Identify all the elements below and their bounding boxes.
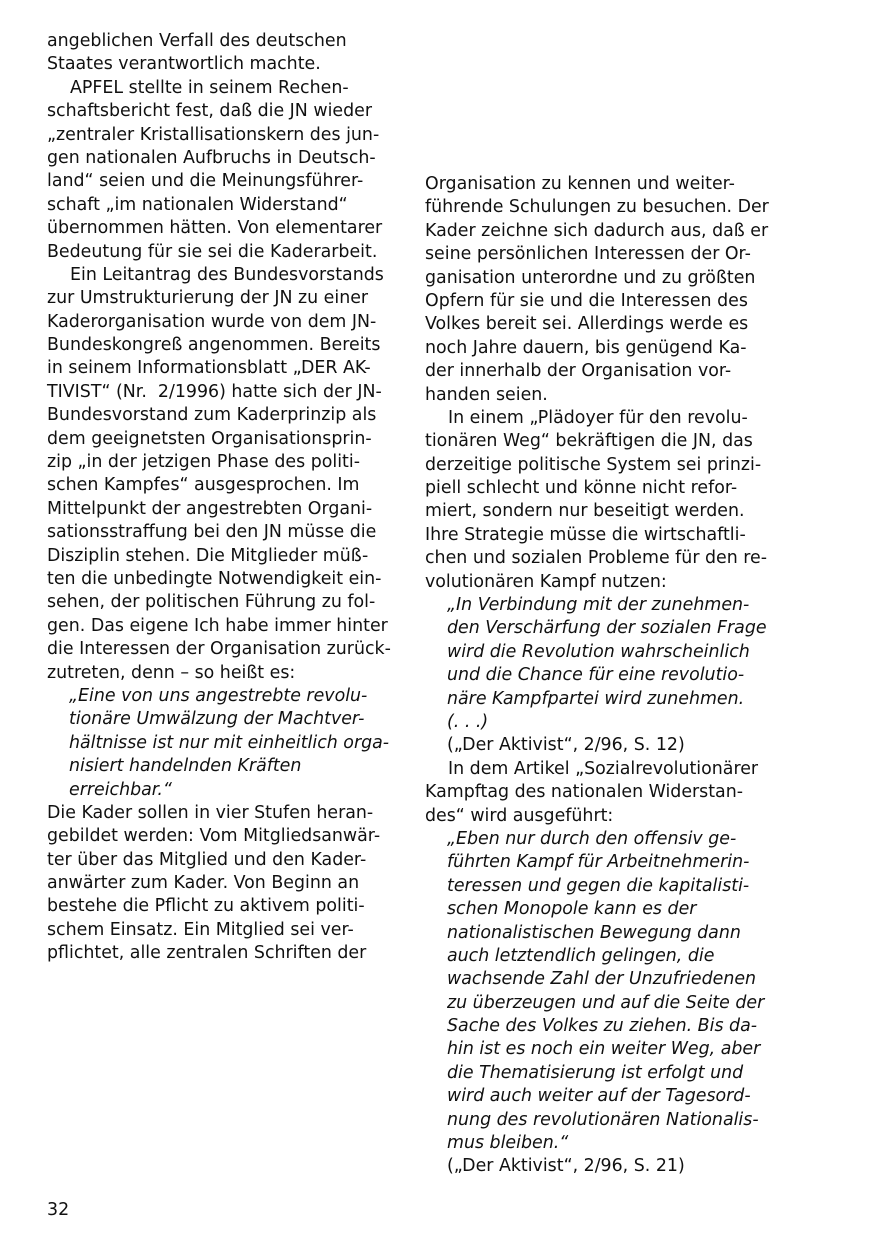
text-line: Bedeutung für sie sei die Kaderarbeit. [47, 241, 378, 262]
text-line: bestehe die Pflicht zu aktivem politi- [47, 896, 365, 917]
quote-source: („Der Aktivist“, 2/96, S. 21) [447, 1156, 685, 1177]
text-line: Kader zeichne sich dadurch aus, daß er [425, 220, 769, 241]
text-line: „zentraler Kristallisationskern des jun- [47, 124, 380, 145]
text-line: volutionären Kampf nutzen: [425, 571, 667, 592]
quote-line: wird die Revolution wahrscheinlich [447, 641, 750, 662]
text-line: land“ seien und die Meinungsführer- [47, 171, 364, 192]
text-line: Ihre Strategie müsse die wirtschaftli- [425, 524, 746, 545]
quote-line: Sache des Volkes zu ziehen. Bis da- [447, 1016, 757, 1037]
text-line: Organisation zu kennen und weiter- [425, 174, 735, 194]
quote-line: zu überzeugen und auf die Seite der [447, 992, 765, 1013]
text-line: zip „in der jetzigen Phase des politi- [47, 452, 360, 473]
text-line: führende Schulungen zu besuchen. Der [425, 197, 769, 218]
text-line: ganisation unterordne und zu größten [425, 267, 756, 288]
quote-line: tionäre Umwälzung der Machtver- [69, 709, 365, 730]
paragraph-first-line: APFEL stellte in seinem Rechen- [70, 77, 349, 98]
text-line: die Interessen der Organisation zurück- [47, 639, 391, 660]
quote-line: auch letztendlich gelingen, die [447, 945, 715, 966]
quote-line: den Verschärfung der sozialen Frage [447, 618, 767, 639]
right-text-column [425, 173, 775, 1179]
text-line: miert, sondern nur beseitigt werden. [425, 501, 745, 522]
text-line: gen nationalen Aufbruchs in Deutsch- [47, 147, 376, 168]
left-text-column [47, 30, 399, 966]
text-line: Bundesvorstand zum Kaderprinzip als [47, 405, 377, 426]
text-line: noch Jahre dauern, bis genügend Ka- [425, 337, 747, 358]
text-line: piell schlecht und könne nicht refor- [425, 478, 738, 499]
text-line: der innerhalb der Organisation vor- [425, 361, 732, 382]
quote-line: die Thematisierung ist erfolgt und [447, 1062, 744, 1083]
quote-line: nationalistischen Bewegung dann [447, 922, 741, 943]
text-line: derzeitige politische System sei prinzi- [425, 454, 762, 475]
text-line: seine persönlichen Interessen der Or- [425, 244, 751, 265]
text-line: zutreten, denn – so heißt es: [47, 662, 296, 683]
quote-line: hin ist es noch ein weiter Weg, aber [447, 1039, 761, 1060]
text-line: schaftsbericht fest, daß die JN wieder [47, 101, 372, 122]
text-line: anwärter zum Kader. Von Beginn an [47, 873, 360, 894]
quote-line: nung des revolutionären Nationalis- [447, 1109, 759, 1130]
paragraph-first-line: Ein Leitantrag des Bundesvorstands [70, 264, 384, 285]
text-line: schem Einsatz. Ein Mitglied sei ver- [47, 919, 354, 940]
paragraph-first-line: In dem Artikel „Sozialrevolutionärer [448, 758, 759, 779]
quote-line: erreichbar.“ [69, 779, 172, 800]
text-line: gebildet werden: Vom Mitgliedsanwär- [47, 826, 381, 847]
text-line: handen seien. [425, 384, 548, 405]
text-line: angeblichen Verfall des deutschen [47, 31, 347, 51]
text-line: sehen, der politischen Führung zu fol- [47, 592, 376, 613]
quote-line: führten Kampf für Arbeitnehmerin- [447, 852, 750, 873]
text-line: in seinem Informationsblatt „DER AK- [47, 358, 371, 379]
quote-line: teressen und gegen die kapitalisti- [447, 875, 750, 896]
quote-line: „Eine von uns angestrebte revolu- [69, 685, 368, 706]
text-line: gen. Das eigene Ich habe immer hinter [47, 615, 388, 636]
quote-line: schen Monopole kann es der [447, 899, 697, 920]
text-line: Mittelpunkt der angestrebten Organi- [47, 498, 373, 519]
quote-line: wird auch weiter auf der Tagesord- [447, 1086, 751, 1107]
quote-line: hältnisse ist nur mit einheitlich orga- [69, 732, 390, 753]
text-line: chen und sozialen Probleme für den re- [425, 548, 768, 569]
text-line: tionären Weg“ bekräftigen die JN, das [425, 431, 753, 452]
text-line: sationsstraffung bei den JN müsse die [47, 522, 377, 543]
text-line: übernommen hätten. Von elementarer [47, 218, 383, 239]
text-line: Disziplin stehen. Die Mitglieder müß- [47, 545, 369, 566]
text-line: Kaderorganisation wurde von dem JN- [47, 311, 377, 332]
quote-line: mus bleiben.“ [447, 1133, 569, 1154]
text-line: Volkes bereit sei. Allerdings werde es [425, 314, 749, 335]
quote-line: und die Chance für eine revolutio- [447, 665, 745, 686]
text-line: zur Umstrukturierung der JN zu einer [47, 288, 369, 309]
quote-line: „Eben nur durch den offensiv ge- [447, 828, 737, 849]
text-line: Kampftag des nationalen Widerstan- [425, 782, 744, 803]
text-line: Opfern für sie und die Interessen des [425, 290, 748, 311]
quote-line: wachsende Zahl der Unzufriedenen [447, 969, 757, 990]
text-line: ten die unbedingte Notwendigkeit ein- [47, 568, 382, 589]
text-line: Die Kader sollen in vier Stufen heran- [47, 802, 374, 823]
text-line: TIVIST“ (Nr. 2/1996) hatte sich der JN- [47, 381, 382, 402]
quote-line: (. . .) [447, 711, 489, 732]
quote-line: näre Kampfpartei wird zunehmen. [447, 688, 745, 709]
text-line: schaft „im nationalen Widerstand“ [47, 194, 348, 215]
text-line: ter über das Mitglied und den Kader- [47, 849, 367, 870]
text-line: schen Kampfes“ ausgesprochen. Im [47, 475, 360, 496]
text-line: Bundeskongreß angenommen. Bereits [47, 335, 381, 356]
paragraph-first-line: In einem „Plädoyer für den revolu- [448, 407, 748, 428]
text-line: pflichtet, alle zentralen Schriften der [47, 943, 367, 964]
text-line: Staates verantwortlich machte. [47, 54, 321, 75]
quote-source: („Der Aktivist“, 2/96, S. 12) [447, 735, 685, 756]
quote-line: nisiert handelnden Kräften [69, 756, 302, 777]
text-line: des“ wird ausgeführt: [425, 805, 614, 826]
quote-line: „In Verbindung mit der zunehmen- [447, 595, 750, 616]
text-line: dem geeignetsten Organisationsprin- [47, 428, 372, 449]
page-number: 32 [47, 1200, 70, 1220]
